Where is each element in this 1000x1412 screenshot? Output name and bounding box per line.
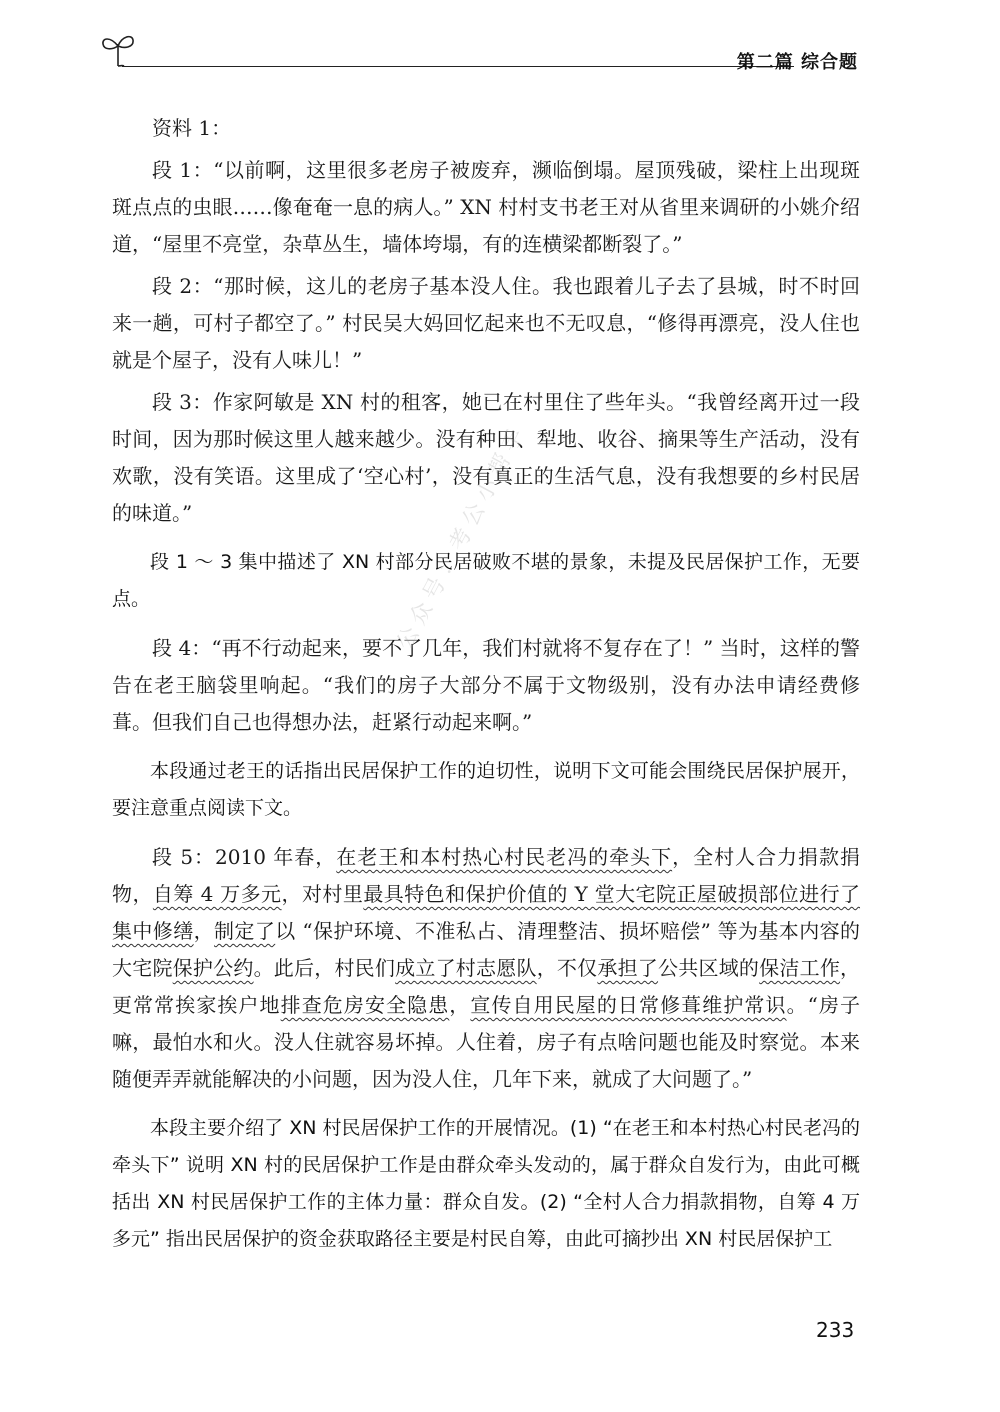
text-run: ，更常常挨家挨户地 xyxy=(112,956,861,1017)
text-run: 。此后，村民们 xyxy=(253,956,396,980)
text-run: 段 3：作家阿敏是 XN 村的租客，她已在村里住了些年头。“我曾经离开过一段时间，因为那时候这里人越来越少。没有种田、犁地、收谷、摘果等生产活动，没有欢歌，没有笑语。这里成了‘空心村’，没有真正的生活气息，没有我想要的乡村民居的味道。” xyxy=(112,390,860,525)
text-paragraph xyxy=(112,839,860,1098)
underlined-phrase: 宣传自用民屋的日常修葺维护常识 xyxy=(470,993,787,1017)
page-number: 233 xyxy=(816,1318,855,1342)
text-run: 公共区域的 xyxy=(658,956,760,980)
underlined-phrase: 保洁工作 xyxy=(759,956,841,980)
analysis-note xyxy=(112,753,860,827)
chapter-title: 第二篇 综合题 xyxy=(736,52,858,73)
text-run: ， xyxy=(449,993,471,1017)
text-run: 段 5：2010 年春， xyxy=(152,845,337,869)
text-run: ，全村人合力捐款捐物， xyxy=(112,845,861,906)
text-run: 段 2：“那时候，这儿的老房子基本没人住。我也跟着儿子去了县城，时不时回来一趟，可村子都空了。” 村民吴大妈回忆起来也不无叹息，“修得再漂亮，没人住也就是个屋子，没有人味儿！” xyxy=(112,274,860,372)
underlined-phrase: 成立了村志愿队 xyxy=(395,956,537,980)
underlined-phrase: 排查危房安全隐患 xyxy=(280,993,450,1017)
underlined-phrase: 保护公约 xyxy=(172,956,254,980)
analysis-note xyxy=(112,1110,860,1258)
header-rule xyxy=(122,66,794,67)
watermark: 公众号：考公小帮手 xyxy=(392,419,533,655)
underlined-phrase: 承担了 xyxy=(597,956,659,980)
text-run: 以 “保护环境、不准私占、清理整洁、损坏赔偿” 等为基本内容的大宅院 xyxy=(112,919,861,980)
text-run: ， xyxy=(193,919,215,943)
sprout-icon xyxy=(100,30,136,70)
body-text xyxy=(112,110,860,1258)
text-run: 资料 1： xyxy=(152,116,232,140)
page-header xyxy=(100,30,860,76)
text-run: ，对村里 xyxy=(281,882,364,906)
text-run: 段 4：“再不行动起来，要不了几年，我们村就将不复存在了！” 当时，这样的警告在老王脑袋里响起。“我们的房子大部分不属于文物级别，没有办法申请经费修葺。但我们自己也得想办法，赶紧行动起来啊。” xyxy=(112,636,860,734)
underlined-phrase: 最具特色和保护价值的 Y 堂大宅院正屋破损部位进行了集中修缮 xyxy=(112,882,861,943)
text-run: 段 1 ～ 3 集中描述了 XN 村部分民居破败不堪的景象，未提及民居保护工作，无要点。 xyxy=(112,551,860,610)
text-paragraph xyxy=(112,110,860,147)
text-paragraph xyxy=(112,268,860,379)
text-run: 。“房子嘛，最怕水和火。没人住就容易坏掉。人住着，房子有点啥问题也能及时察觉。本来随便弄弄就能解决的小问题，因为没人住，几年下来，就成了大问题了。” xyxy=(112,993,861,1091)
underlined-phrase: 制定了 xyxy=(214,919,276,943)
underlined-phrase: 自筹 4 万多元 xyxy=(152,882,282,906)
text-paragraph xyxy=(112,630,860,741)
text-run: 段 1：“以前啊，这里很多老房子被废弃，濒临倒塌。屋顶残破，梁柱上出现斑斑点点的虫眼……像奄奄一息的病人。” XN 村村支书老王对从省里来调研的小姚介绍道，“屋里不亮堂，杂草丛生，墙体垮塌，有的连横梁都断裂了。” xyxy=(112,158,860,256)
analysis-note xyxy=(112,544,860,618)
underlined-phrase: 在老王和本村热心村民老冯的牵头下 xyxy=(336,845,673,869)
text-run: 本段通过老王的话指出民居保护工作的迫切性，说明下文可能会围绕民居保护展开，要注意重点阅读下文。 xyxy=(112,760,860,819)
text-run: ，不仅 xyxy=(536,956,598,980)
text-run: 本段主要介绍了 XN 村民居保护工作的开展情况。(1) “在老王和本村热心村民老冯的牵头下” 说明 XN 村的民居保护工作是由群众牵头发动的，属于群众自发行为，由此可概括出 XN 村民居保护工作的主体力量：群众自发。(2) “全村人合力捐款捐物，自筹 4 万多元” 指出民居保护的资金获取路径主要是村民自筹，由此可摘抄出 XN 村民居保护工 xyxy=(112,1117,860,1250)
text-paragraph xyxy=(112,152,860,263)
